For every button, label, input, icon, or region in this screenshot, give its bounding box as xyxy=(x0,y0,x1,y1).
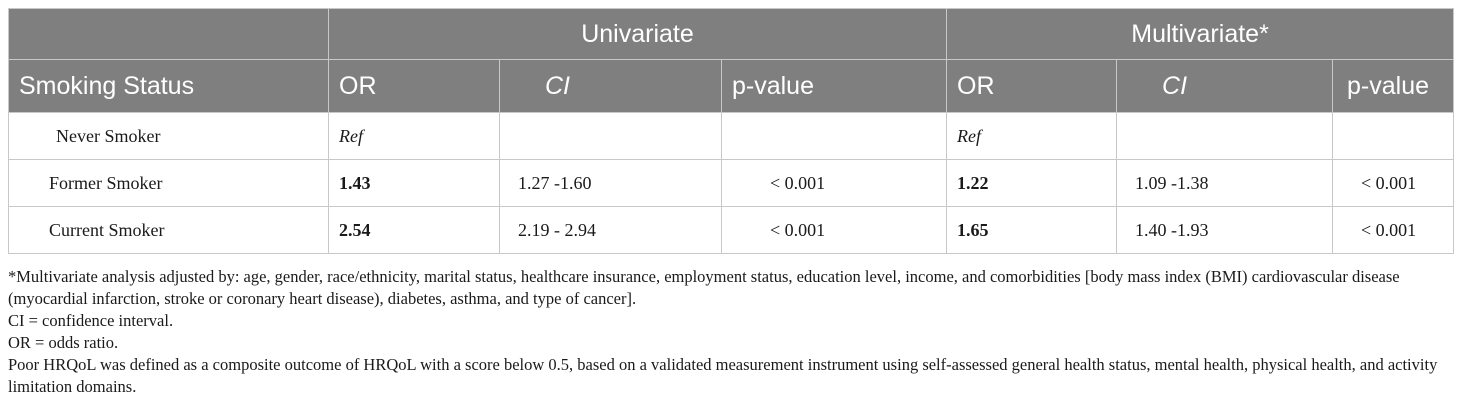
multi-or-cell: 1.65 xyxy=(947,207,1117,254)
header-uni-or: OR xyxy=(329,60,500,113)
footnote-ci-definition: CI = confidence interval. xyxy=(8,311,174,330)
footnote-hrqol-definition: Poor HRQoL was defined as a composite outcome of HRQoL with a score below 0.5, based on a validated measurement instrument using self-assessed general health status, mental health, physical health, and activity limitation domains. xyxy=(8,355,1438,396)
uni-or-cell: 2.54 xyxy=(329,207,500,254)
header-multi-p: p-value xyxy=(1333,60,1454,113)
header-uni-ci: CI xyxy=(500,60,722,113)
uni-or-cell: Ref xyxy=(329,113,500,160)
header-group-row xyxy=(9,9,1454,60)
uni-p-cell: < 0.001 xyxy=(722,207,947,254)
uni-p-cell xyxy=(722,113,947,160)
row-label: Current Smoker xyxy=(9,207,329,254)
table-row xyxy=(9,113,1454,160)
uni-p-cell: < 0.001 xyxy=(722,160,947,207)
table-row xyxy=(9,160,1454,207)
header-uni-p: p-value xyxy=(722,60,947,113)
multi-ci-cell: 1.40 -1.93 xyxy=(1117,207,1333,254)
footnote-multivariate-adjustment: *Multivariate analysis adjusted by: age, gender, race/ethnicity, marital status, healthcare insurance, employment status, education level, income, and comorbidities [body mass index (BMI) cardiovascular disease (myocardial infarction, stroke or coronary heart disease), diabetes, asthma, and type of cancer]. xyxy=(8,267,1400,308)
row-label: Former Smoker xyxy=(9,160,329,207)
multi-p-cell xyxy=(1333,113,1454,160)
uni-ci-cell xyxy=(500,113,722,160)
header-column-row xyxy=(9,60,1454,113)
results-table xyxy=(8,8,1454,254)
header-univariate: Univariate xyxy=(329,9,947,60)
header-empty-cell xyxy=(9,9,329,60)
footnote-or-definition: OR = odds ratio. xyxy=(8,333,119,352)
multi-or-cell: 1.22 xyxy=(947,160,1117,207)
results-table-container xyxy=(8,8,1453,254)
header-multi-ci: CI xyxy=(1117,60,1333,113)
multi-p-cell: < 0.001 xyxy=(1333,160,1454,207)
uni-ci-cell: 1.27 -1.60 xyxy=(500,160,722,207)
table-row xyxy=(9,207,1454,254)
uni-or-cell: 1.43 xyxy=(329,160,500,207)
multi-ci-cell xyxy=(1117,113,1333,160)
row-label: Never Smoker xyxy=(9,113,329,160)
header-multi-or: OR xyxy=(947,60,1117,113)
header-multivariate: Multivariate* xyxy=(947,9,1454,60)
multi-ci-cell: 1.09 -1.38 xyxy=(1117,160,1333,207)
uni-ci-cell: 2.19 - 2.94 xyxy=(500,207,722,254)
table-footnotes xyxy=(8,266,1453,398)
multi-or-cell: Ref xyxy=(947,113,1117,160)
header-smoking-status: Smoking Status xyxy=(9,60,329,113)
multi-p-cell: < 0.001 xyxy=(1333,207,1454,254)
